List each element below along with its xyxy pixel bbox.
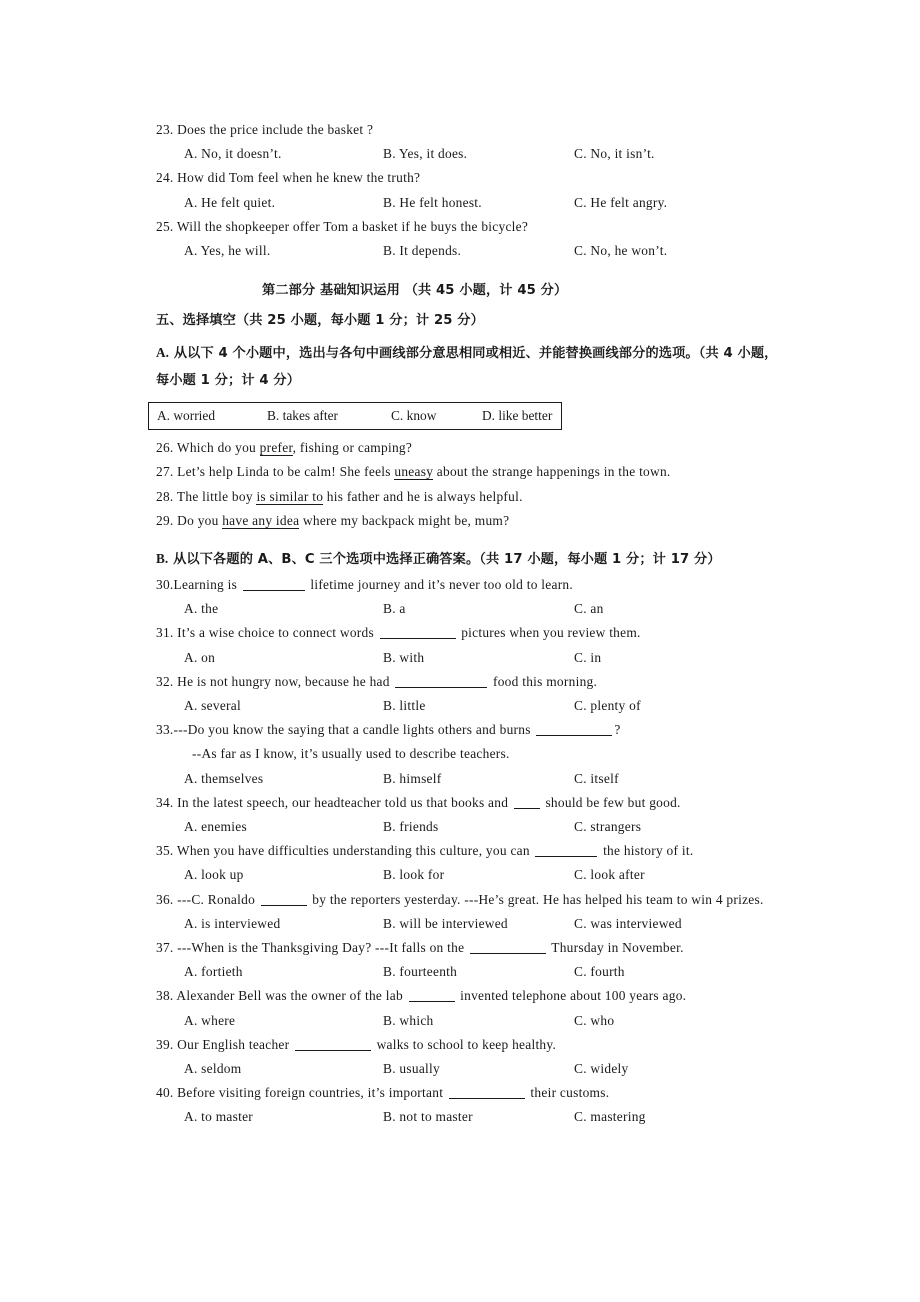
question-stem: [156, 888, 796, 912]
question-text: Will the shopkeeper offer Tom a basket if he buys the bicycle?: [176, 218, 529, 234]
question-number: 32.: [156, 673, 178, 689]
option-a[interactable]: A. the: [184, 601, 219, 617]
option-a[interactable]: A. themselves: [184, 770, 264, 786]
question-text-before: Which do you: [176, 440, 260, 456]
page-content: [156, 118, 796, 1129]
option-row: [156, 142, 796, 166]
answer-blank[interactable]: [470, 953, 546, 954]
question-30: [156, 573, 796, 621]
question-text-before: It’s a wise choice to connect words: [177, 625, 378, 641]
option-b[interactable]: B. a: [383, 601, 406, 617]
option-row: [156, 239, 796, 263]
question-stem: [156, 1033, 796, 1057]
option-c[interactable]: C. strangers: [574, 818, 642, 834]
question-text-before: Do you: [177, 512, 223, 528]
question-34: [156, 791, 796, 839]
question-number: 23.: [156, 122, 174, 137]
question-stem: [156, 791, 796, 815]
question-stem: [156, 166, 796, 190]
question-number: 34.: [156, 794, 178, 810]
question-text-before: Before visiting foreign countries, it’s important: [177, 1085, 447, 1101]
option-c[interactable]: C. who: [574, 1012, 615, 1028]
question-stem: [156, 984, 796, 1008]
section-five-title: 五、选择填空（共 25 小题，每小题 1 分；计 25 分）: [156, 313, 484, 329]
option-row: [156, 815, 796, 839]
part-b-lead: B.: [156, 550, 169, 566]
question-number: 28.: [156, 488, 174, 504]
option-row: [156, 191, 796, 215]
question-number: 27.: [156, 464, 174, 480]
question-text-after: ?: [614, 722, 621, 738]
option-a[interactable]: A. No, it doesn’t.: [184, 146, 282, 162]
underlined-phrase: is similar to: [256, 488, 324, 504]
word-bank-box: [148, 402, 562, 430]
option-b[interactable]: B. look for: [383, 867, 445, 883]
option-c[interactable]: C. No, it isn’t.: [574, 146, 655, 162]
word-bank-option-b[interactable]: B. takes after: [267, 408, 339, 424]
question-text-before: Learning is: [173, 576, 241, 592]
part-b-questions: [156, 573, 796, 1130]
question-stem: [156, 621, 796, 645]
question-stem: [156, 573, 796, 597]
question-text-after: their customs.: [526, 1085, 610, 1101]
option-row: [156, 1009, 796, 1033]
question-number: 25.: [156, 218, 174, 234]
question-text-after: where my backpack might be, mum?: [299, 512, 510, 528]
question-39: [156, 1033, 796, 1081]
question-stem: [156, 1081, 796, 1105]
question-25: [156, 215, 796, 263]
question-number: 35.: [156, 843, 177, 859]
option-a[interactable]: A. enemies: [184, 818, 247, 834]
question-27: [156, 460, 796, 484]
part-a-questions: [156, 436, 796, 533]
option-a[interactable]: A. He felt quiet.: [184, 194, 276, 210]
question-36: [156, 888, 796, 936]
option-b[interactable]: B. fourteenth: [383, 964, 458, 980]
option-a[interactable]: A. on: [184, 649, 216, 665]
option-row: [156, 1105, 796, 1129]
question-text-after: invented telephone about 100 years ago.: [456, 988, 687, 1004]
question-text-after: food this morning.: [489, 673, 598, 689]
question-text: Does the price include the basket ?: [177, 122, 374, 137]
option-c[interactable]: C. He felt angry.: [574, 194, 668, 210]
question-number: 33.: [156, 722, 174, 738]
question-number: 39.: [156, 1036, 178, 1052]
question-text-before: ---When is the Thanksgiving Day? ---It falls on the: [177, 939, 468, 955]
question-text-after: walks to school to keep healthy.: [372, 1036, 557, 1052]
part-a-instruction-line1: 从以下 4 个小题中，选出与各句中画线部分意思相同或相近、并能替换画线部分的选项。（共 4 小题，: [173, 346, 778, 362]
option-b[interactable]: B. He felt honest.: [383, 194, 482, 210]
answer-blank[interactable]: [395, 687, 487, 688]
word-bank-option-d[interactable]: D. like better: [482, 408, 553, 424]
question-stem: [156, 215, 796, 239]
question-text-before: When you have difficulties understanding this culture, you can: [176, 843, 534, 859]
option-b[interactable]: B. will be interviewed: [383, 915, 508, 931]
option-b[interactable]: B. which: [383, 1012, 434, 1028]
answer-blank[interactable]: [535, 856, 597, 857]
answer-blank[interactable]: [514, 808, 540, 809]
answer-blank[interactable]: [380, 638, 456, 639]
question-33: [156, 718, 796, 791]
question-26: [156, 436, 796, 460]
question-29: [156, 509, 796, 533]
question-37: [156, 936, 796, 984]
question-text-before: The little boy: [176, 488, 257, 504]
question-text-before: He is not hungry now, because he had: [177, 673, 394, 689]
option-c[interactable]: C. itself: [574, 770, 619, 786]
answer-blank[interactable]: [409, 1001, 455, 1002]
question-text-before: ---C. Ronaldo: [177, 891, 259, 907]
answer-blank[interactable]: [243, 590, 305, 591]
question-text-after: pictures when you review them.: [457, 625, 641, 641]
question-text-after: should be few but good.: [541, 794, 681, 810]
question-number: 26.: [156, 440, 174, 456]
part-b-instruction-text: 从以下各题的 A、B、C 三个选项中选择正确答案。（共 17 小题，每小题 1 分；计 17 分）: [173, 551, 721, 567]
option-row: [156, 767, 796, 791]
question-text-before: Our English teacher: [177, 1036, 293, 1052]
option-b[interactable]: B. himself: [383, 770, 442, 786]
question-23: [156, 118, 796, 166]
answer-blank[interactable]: [295, 1050, 371, 1051]
question-text-after: lifetime journey and it’s never too old to learn.: [306, 576, 573, 592]
option-row: [156, 694, 796, 718]
question-number: 24.: [156, 170, 174, 186]
option-a[interactable]: A. seldom: [184, 1060, 242, 1076]
question-text-after: about the strange happenings in the town.: [433, 464, 671, 480]
question-number: 38.: [156, 988, 177, 1004]
option-b[interactable]: B. little: [383, 697, 426, 713]
question-reply-line: --As far as I know, it’s usually used to describe teachers.: [192, 746, 510, 762]
part-two-title: 第二部分 基础知识运用 （共 45 小题，计 45 分）: [262, 283, 568, 299]
option-row: [156, 597, 796, 621]
listening-questions-block: [156, 118, 796, 263]
option-b[interactable]: B. Yes, it does.: [383, 146, 468, 162]
option-c[interactable]: C. was interviewed: [574, 915, 682, 931]
part-a-instruction: [156, 339, 796, 394]
question-stem: [156, 670, 796, 694]
question-38: [156, 984, 796, 1032]
option-a[interactable]: A. several: [184, 697, 241, 713]
option-a[interactable]: A. where: [184, 1012, 236, 1028]
option-c[interactable]: C. in: [574, 649, 602, 665]
option-row: [156, 1057, 796, 1081]
answer-blank[interactable]: [449, 1098, 525, 1099]
underlined-phrase: have any idea: [222, 512, 300, 528]
question-24: [156, 166, 796, 214]
question-text-after: , fishing or camping?: [292, 440, 413, 456]
question-text-after: by the reporters yesterday. ---He’s great. He has helped his team to win 4 prizes.: [308, 891, 764, 907]
question-text-before: Alexander Bell was the owner of the lab: [176, 988, 407, 1004]
question-stem: [156, 839, 796, 863]
question-text-before: ---Do you know the saying that a candle lights others and burns: [173, 722, 535, 738]
option-c[interactable]: C. No, he won’t.: [574, 242, 668, 258]
option-a[interactable]: A. to master: [184, 1109, 254, 1125]
option-a[interactable]: A. fortieth: [184, 964, 243, 980]
option-a[interactable]: A. Yes, he will.: [184, 242, 271, 258]
question-text-before: Let’s help Linda to be calm! She feels: [177, 464, 395, 480]
option-c[interactable]: C. widely: [574, 1060, 629, 1076]
question-31: [156, 621, 796, 669]
option-b[interactable]: B. with: [383, 649, 425, 665]
option-a[interactable]: A. look up: [184, 867, 244, 883]
question-text-after: his father and he is always helpful.: [323, 488, 523, 504]
question-number: 36.: [156, 891, 178, 907]
option-c[interactable]: C. plenty of: [574, 697, 641, 713]
option-row: [156, 912, 796, 936]
underlined-phrase: prefer: [259, 440, 293, 456]
option-c[interactable]: C. an: [574, 601, 604, 617]
question-stem: [156, 936, 796, 960]
answer-blank[interactable]: [261, 905, 307, 906]
word-bank-option-c[interactable]: C. know: [391, 408, 437, 424]
question-number: 40.: [156, 1085, 178, 1101]
question-stem: [156, 718, 796, 742]
part-a-instruction-line2: 每小题 1 分；计 4 分）: [156, 373, 301, 389]
question-text-before: In the latest speech, our headteacher told us that books and: [177, 794, 512, 810]
question-28: [156, 485, 796, 509]
question-text: How did Tom feel when he knew the truth?: [177, 170, 421, 186]
option-c[interactable]: C. look after: [574, 867, 645, 883]
underlined-phrase: uneasy: [394, 464, 434, 480]
option-b[interactable]: B. friends: [383, 818, 439, 834]
part-a-lead: A.: [156, 345, 170, 361]
question-32: [156, 670, 796, 718]
question-text-after: Thursday in November.: [547, 939, 684, 955]
question-stem: [156, 118, 796, 142]
option-row: [156, 863, 796, 887]
answer-blank[interactable]: [536, 735, 612, 736]
option-a[interactable]: A. is interviewed: [184, 915, 281, 931]
option-row: [156, 646, 796, 670]
question-number: 30.: [156, 576, 174, 592]
option-c[interactable]: C. mastering: [574, 1109, 646, 1125]
option-b[interactable]: B. not to master: [383, 1109, 473, 1125]
option-c[interactable]: C. fourth: [574, 964, 625, 980]
word-bank-option-a[interactable]: A. worried: [157, 408, 216, 424]
question-35: [156, 839, 796, 887]
option-row: [156, 960, 796, 984]
question-text-after: the history of it.: [599, 843, 694, 859]
option-b[interactable]: B. usually: [383, 1060, 440, 1076]
question-40: [156, 1081, 796, 1129]
question-number: 29.: [156, 512, 174, 528]
question-number: 37.: [156, 939, 178, 955]
question-number: 31.: [156, 625, 178, 641]
part-b-instruction: [156, 545, 796, 573]
option-b[interactable]: B. It depends.: [383, 242, 462, 258]
